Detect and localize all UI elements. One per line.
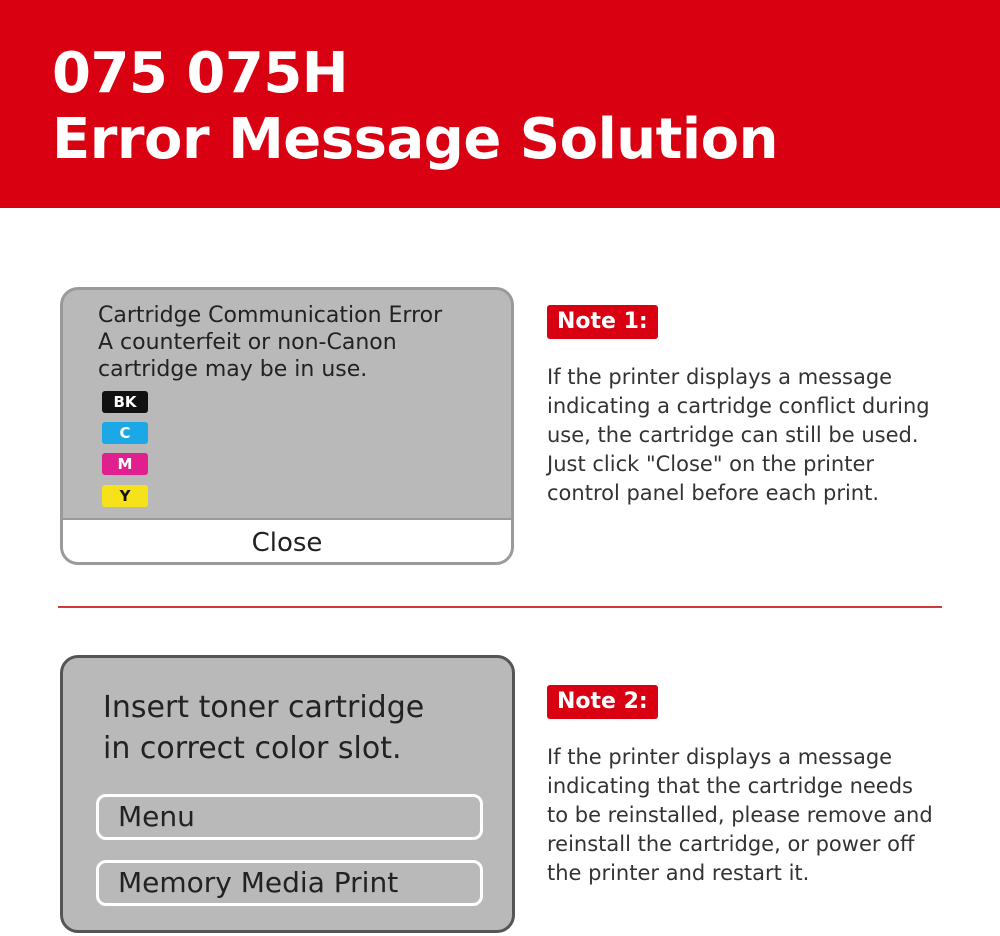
note1-line: use, the cartridge can still be used.	[547, 423, 919, 447]
error-line: A counterfeit or non-Canon	[98, 330, 397, 355]
printer-screen-communication-error	[60, 287, 514, 565]
memory-media-print-button[interactable]: Memory Media Print	[96, 860, 483, 906]
cartridge-chip-bk: BK	[102, 391, 148, 413]
section-divider	[58, 606, 942, 608]
printer-screen-insert-toner	[60, 655, 515, 933]
page-title-line2: Error Message Solution	[52, 107, 778, 172]
close-button[interactable]: Close	[63, 518, 511, 562]
error-line: cartridge may be in use.	[98, 357, 368, 382]
cartridge-chip-m: M	[102, 453, 148, 475]
note2-line: If the printer displays a message	[547, 745, 893, 769]
insert-message-line: Insert toner cartridge	[103, 690, 425, 725]
note2-line: indicating that the cartridge needs	[547, 774, 913, 798]
error-title: Cartridge Communication Error	[98, 303, 443, 328]
note1-line: Just click "Close" on the printer	[547, 452, 875, 476]
page-title-line1: 075 075H	[52, 41, 349, 106]
note2-line: the printer and restart it.	[547, 861, 810, 885]
note1-line: If the printer displays a message	[547, 365, 893, 389]
note1-line: indicating a cartridge conflict during	[547, 394, 930, 418]
cartridge-chip-y: Y	[102, 485, 148, 507]
note2-line: to be reinstalled, please remove and	[547, 803, 933, 827]
insert-message-line: in correct color slot.	[103, 731, 402, 766]
menu-button[interactable]: Menu	[96, 794, 483, 840]
cartridge-chip-c: C	[102, 422, 148, 444]
note2-line: reinstall the cartridge, or power off	[547, 832, 915, 856]
note1-line: control panel before each print.	[547, 481, 880, 505]
note1-tag: Note 1:	[547, 305, 658, 339]
header-banner	[0, 0, 1000, 208]
note2-tag: Note 2:	[547, 685, 658, 719]
